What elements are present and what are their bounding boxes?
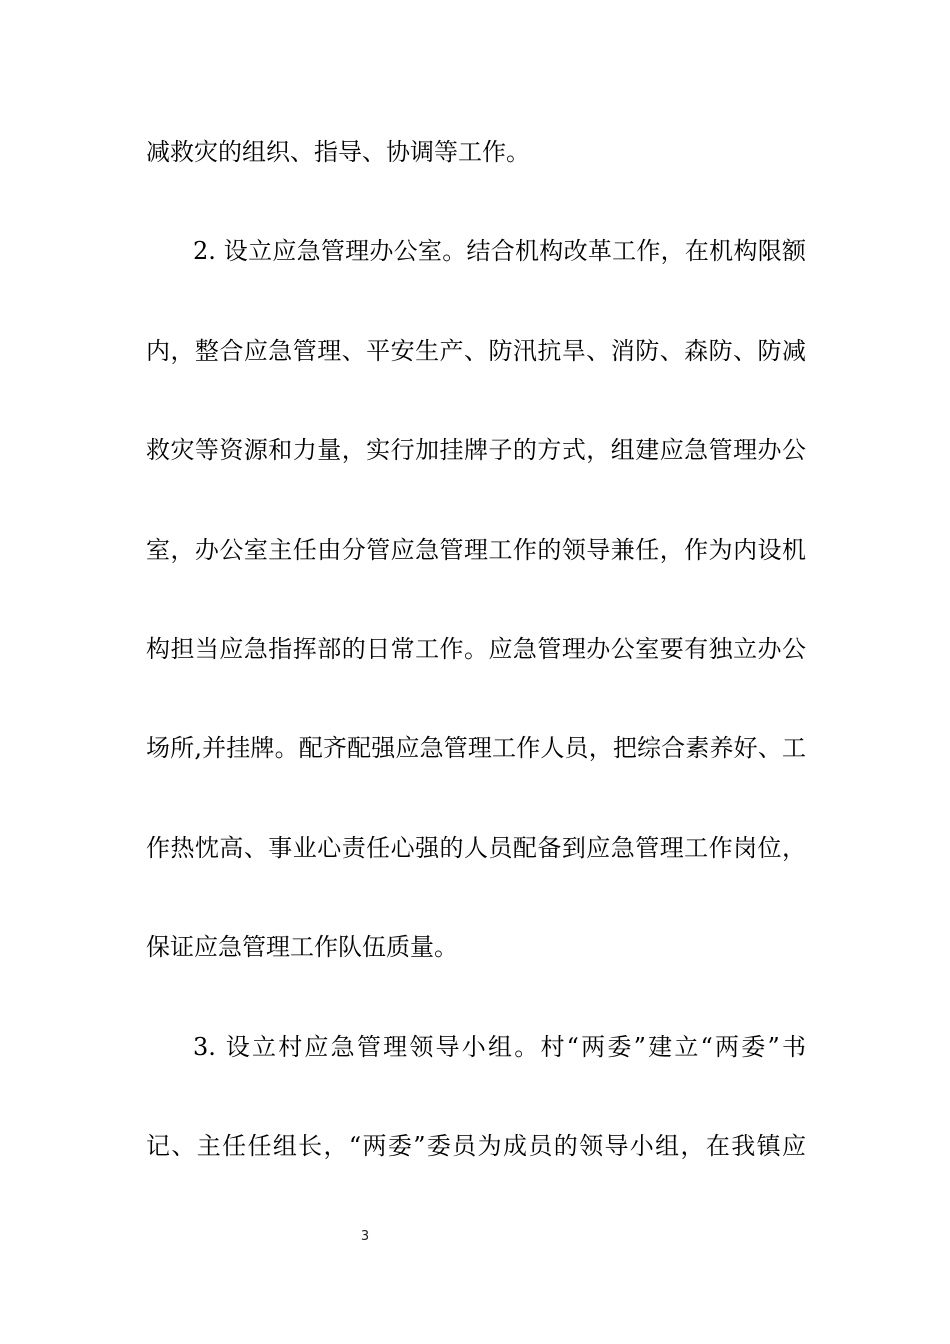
paragraph-line: 内，整合应急管理、平安生产、防汛抗旱、消防、森防、防减 bbox=[146, 337, 806, 365]
paragraph-line: 3. 设立村应急管理领导小组。村“两委”建立“两委”书 bbox=[193, 1033, 806, 1061]
paragraph-line: 场所,并挂牌。配齐配强应急管理工作人员，把综合素养好、工 bbox=[146, 734, 806, 762]
page-number: 3 bbox=[360, 1229, 370, 1244]
paragraph-line: 减救灾的组织、指导、协调等工作。 bbox=[146, 138, 530, 166]
paragraph-line: 记、主任任组长，“两委”委员为成员的领导小组，在我镇应 bbox=[146, 1132, 806, 1160]
paragraph-line: 2. 设立应急管理办公室。结合机构改革工作，在机构限额 bbox=[193, 237, 806, 265]
paragraph-line: 室，办公室主任由分管应急管理工作的领导兼任，作为内设机 bbox=[146, 536, 806, 564]
paragraph-line: 保证应急管理工作队伍质量。 bbox=[146, 933, 458, 961]
paragraph-line: 作热忱高、事业心责任心强的人员配备到应急管理工作岗位， bbox=[146, 834, 806, 862]
paragraph-line: 救灾等资源和力量，实行加挂牌子的方式，组建应急管理办公 bbox=[146, 436, 806, 464]
paragraph-line: 构担当应急指挥部的日常工作。应急管理办公室要有独立办公 bbox=[146, 635, 806, 663]
